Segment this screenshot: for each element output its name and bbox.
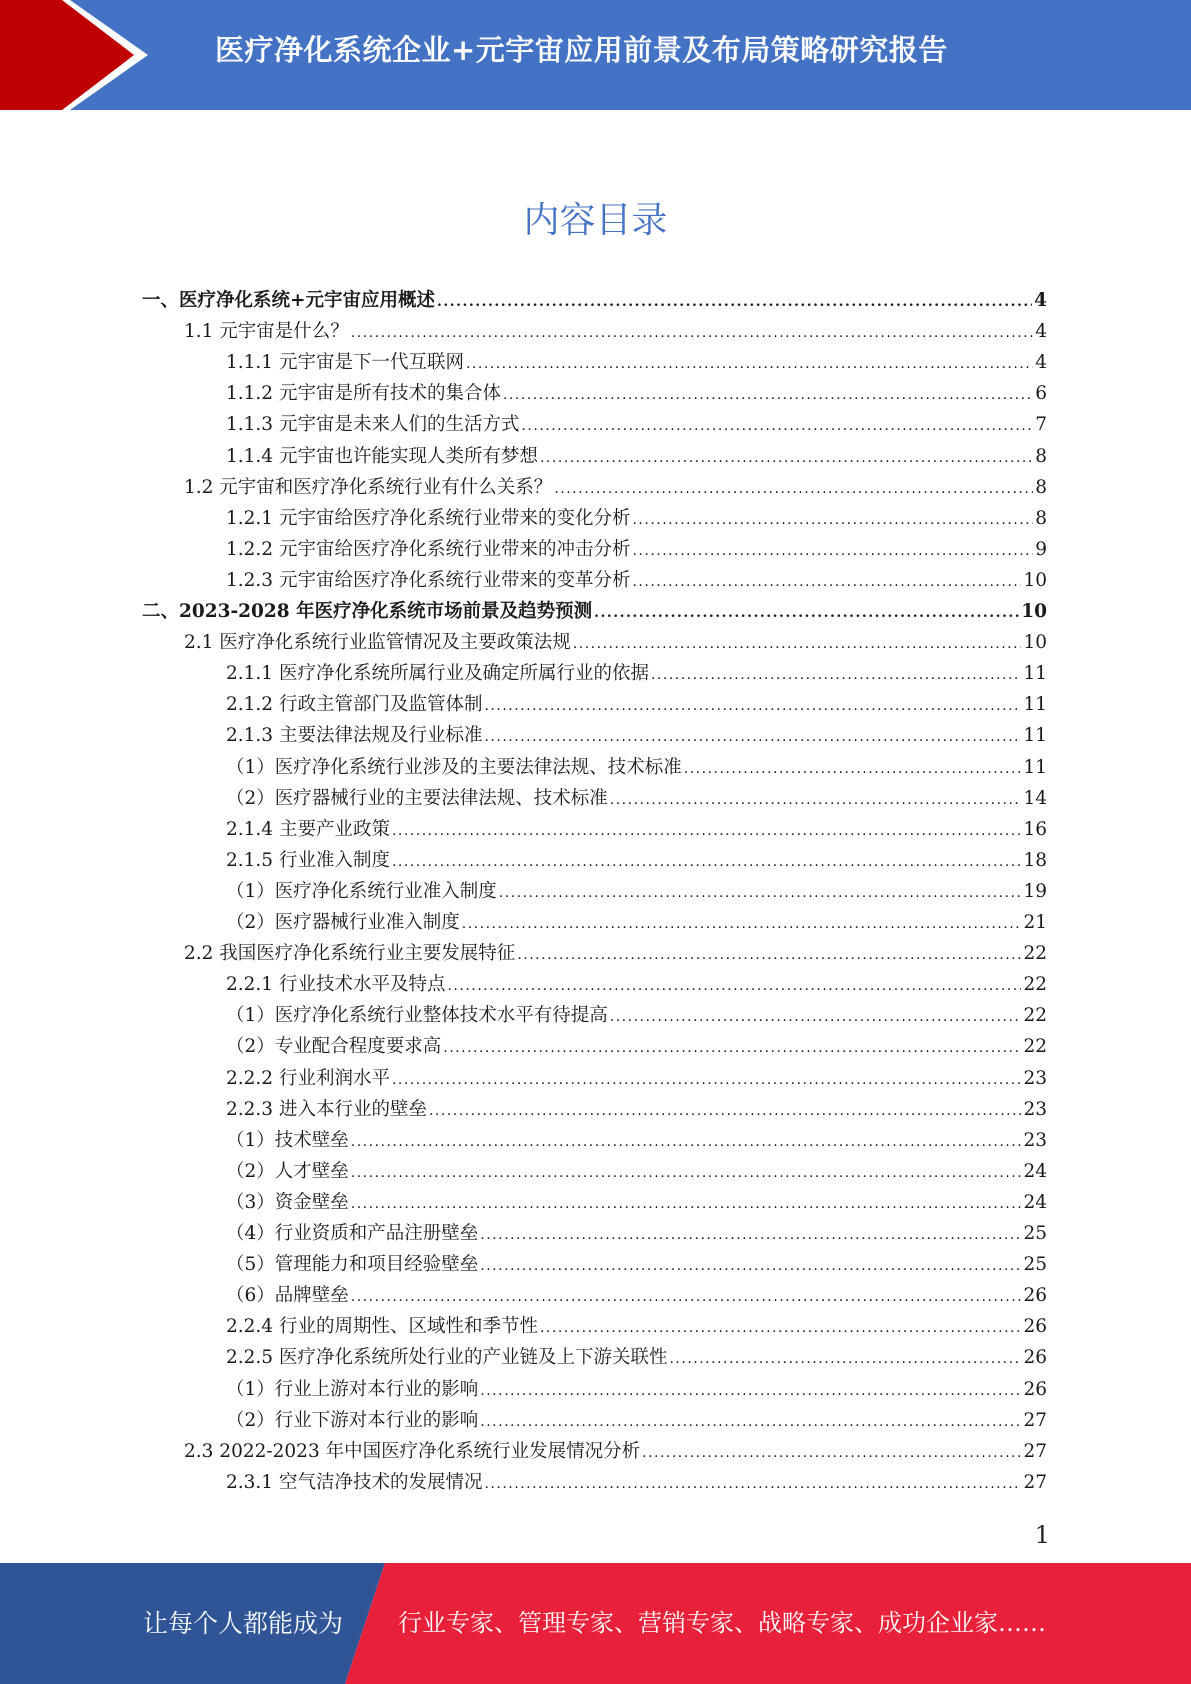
toc-entry-page: 23 — [1023, 1098, 1047, 1120]
toc-entry-page: 26 — [1023, 1316, 1047, 1338]
toc-heading: 内容目录 — [523, 200, 668, 241]
toc-entry[interactable] — [226, 1063, 1047, 1094]
toc-entry-page: 11 — [1023, 725, 1047, 747]
toc-entry-page: 21 — [1023, 912, 1047, 933]
toc-entry-label: （1）医疗净化系统行业涉及的主要法律法规、技术标准 — [226, 756, 682, 778]
toc-entry-page: 23 — [1023, 1067, 1047, 1089]
toc-entry[interactable] — [226, 1187, 1047, 1218]
toc-entry[interactable] — [226, 814, 1047, 845]
toc-entry[interactable] — [184, 472, 1047, 503]
toc-dot-leader — [351, 318, 1033, 349]
toc-entry-label: 1.2 元宇宙和医疗净化系统行业有什么关系？ — [184, 476, 553, 498]
toc-entry-page: 4 — [1035, 352, 1047, 374]
toc-entry[interactable] — [226, 378, 1047, 409]
toc-dot-leader — [480, 1251, 1021, 1282]
toc-dot-leader — [392, 847, 1021, 878]
toc-dot-leader — [651, 660, 1021, 691]
toc-entry-page: 7 — [1035, 414, 1047, 436]
toc-dot-leader — [462, 909, 1022, 940]
toc-entry-label: 一、医疗净化系统+元宇宙应用概述 — [142, 290, 436, 311]
toc-dot-leader — [554, 474, 1033, 505]
toc-dot-leader — [437, 287, 1032, 318]
toc-entry[interactable] — [226, 1031, 1047, 1062]
header-banner — [0, 0, 1191, 110]
footer-banner — [0, 1563, 1191, 1684]
toc-dot-leader — [480, 1220, 1021, 1251]
toc-entry[interactable] — [226, 658, 1047, 689]
toc-dot-leader — [540, 443, 1033, 474]
toc-entry[interactable] — [226, 969, 1047, 1000]
footer-slogan-left: 让每个人都能成为 — [143, 1609, 344, 1638]
toc-entry-label: 2.2 我国医疗净化系统行业主要发展特征 — [184, 943, 516, 965]
toc-entry-page: 9 — [1035, 538, 1047, 560]
toc-entry[interactable] — [226, 1311, 1047, 1342]
toc-entry-label: 2.1.5 行业准入制度 — [226, 849, 390, 871]
toc-entry-label: （1）技术壁垒 — [226, 1129, 349, 1151]
toc-dot-leader — [351, 1189, 1022, 1220]
toc-entry-label: （1）医疗净化系统行业准入制度 — [226, 880, 497, 902]
toc-dot-leader — [517, 940, 1021, 971]
toc-entry[interactable] — [142, 285, 1047, 316]
toc-dot-leader — [669, 1344, 1021, 1375]
toc-entry-page: 11 — [1023, 663, 1047, 685]
toc-entry-label: 2.2.1 行业技术水平及特点 — [226, 974, 446, 996]
toc-entry[interactable] — [226, 1125, 1047, 1156]
toc-dot-leader — [499, 878, 1022, 909]
toc-entry-label: 2.2.4 行业的周期性、区域性和季节性 — [226, 1316, 538, 1338]
toc-entry[interactable] — [226, 565, 1047, 596]
toc-entry-label: 1.1.1 元宇宙是下一代互联网 — [226, 352, 464, 374]
toc-entry[interactable] — [226, 1218, 1047, 1249]
toc-entry[interactable] — [184, 316, 1047, 347]
toc-entry-page: 23 — [1023, 1129, 1047, 1151]
toc-entry[interactable] — [226, 752, 1047, 783]
toc-entry-page: 14 — [1023, 787, 1047, 809]
toc-entry-label: （1）行业上游对本行业的影响 — [226, 1378, 479, 1400]
toc-entry-label: 1.2.1 元宇宙给医疗净化系统行业带来的变化分析 — [226, 507, 631, 529]
toc-dot-leader — [466, 349, 1033, 380]
toc-entry[interactable] — [226, 1405, 1047, 1436]
toc-entry-label: 1.2.2 元宇宙给医疗净化系统行业带来的冲击分析 — [226, 538, 631, 560]
toc-dot-leader — [521, 411, 1033, 442]
toc-dot-leader — [632, 505, 1033, 536]
toc-entry-label: 1.2.3 元宇宙给医疗净化系统行业带来的变革分析 — [226, 569, 631, 591]
toc-entry[interactable] — [184, 627, 1047, 658]
toc-entry-page: 26 — [1023, 1285, 1047, 1307]
toc-entry[interactable] — [226, 409, 1047, 440]
toc-entry[interactable] — [226, 1467, 1047, 1498]
toc-entry-label: 2.3 2022-2023 年中国医疗净化系统行业发展情况分析 — [184, 1440, 641, 1462]
toc-entry-label: 2.1 医疗净化系统行业监管情况及主要政策法规 — [184, 632, 571, 654]
toc-dot-leader — [632, 567, 1021, 598]
toc-dot-leader — [484, 691, 1021, 722]
toc-entry[interactable] — [226, 689, 1047, 720]
toc-dot-leader — [503, 380, 1033, 411]
toc-entry[interactable] — [226, 1374, 1047, 1405]
toc-entry-label: （2）人才壁垒 — [226, 1160, 349, 1182]
toc-entry[interactable] — [226, 441, 1047, 472]
toc-dot-leader — [610, 1002, 1022, 1033]
toc-entry-label: 2.1.4 主要产业政策 — [226, 818, 390, 840]
toc-entry-label: 2.2.3 进入本行业的壁垒 — [226, 1098, 427, 1120]
toc-entry-label: （2）行业下游对本行业的影响 — [226, 1409, 479, 1431]
toc-entry-page: 8 — [1035, 476, 1047, 498]
toc-entry-page: 8 — [1035, 507, 1047, 529]
toc-dot-leader — [351, 1282, 1022, 1313]
toc-entry-label: 2.1.2 行政主管部门及监管体制 — [226, 694, 483, 716]
toc-entry-label: （4）行业资质和产品注册壁垒 — [226, 1223, 479, 1244]
toc-dot-leader — [642, 1438, 1021, 1469]
toc-entry-page: 6 — [1035, 383, 1047, 405]
toc-entry[interactable] — [226, 1156, 1047, 1187]
toc-entry-page: 8 — [1035, 445, 1047, 467]
toc-entry-label: （1）医疗净化系统行业整体技术水平有待提高 — [226, 1005, 608, 1027]
toc-entry-page: 27 — [1023, 1471, 1047, 1493]
toc-dot-leader — [610, 785, 1022, 816]
toc-entry-page: 25 — [1023, 1254, 1047, 1276]
toc-entry-page: 4 — [1035, 321, 1047, 343]
toc-dot-leader — [632, 536, 1033, 567]
toc-entry-label: （2）医疗器械行业的主要法律法规、技术标准 — [226, 787, 608, 809]
toc-entry[interactable] — [226, 1094, 1047, 1125]
page-number: 1 — [1034, 1521, 1050, 1549]
toc-dot-leader — [480, 1407, 1021, 1438]
toc-entry-label: （6）品牌壁垒 — [226, 1285, 349, 1307]
toc-dot-leader — [540, 1313, 1021, 1344]
toc-entry[interactable] — [226, 1249, 1047, 1280]
toc-entry-page: 22 — [1023, 1005, 1047, 1027]
toc-dot-leader — [443, 1033, 1021, 1064]
toc-entry[interactable] — [226, 1000, 1047, 1031]
toc-entry-page: 26 — [1023, 1378, 1047, 1400]
toc-entry-label: 1.1.3 元宇宙是未来人们的生活方式 — [226, 414, 520, 436]
toc-entry-label: 2.2.5 医疗净化系统所处行业的产业链及上下游关联性 — [226, 1347, 668, 1369]
toc-entry-page: 11 — [1023, 756, 1047, 778]
toc-entry[interactable] — [226, 876, 1047, 907]
toc-dot-leader — [351, 1127, 1022, 1158]
toc-entry-label: 1.1.2 元宇宙是所有技术的集合体 — [226, 383, 501, 405]
toc-dot-leader — [573, 629, 1022, 660]
toc-entry-label: 2.2.2 行业利润水平 — [226, 1067, 390, 1089]
toc-entry-label: 2.1.1 医疗净化系统所属行业及确定所属行业的依据 — [226, 663, 649, 685]
footer-slogan-right: 行业专家、管理专家、营销专家、战略专家、成功企业家…… — [398, 1609, 1046, 1637]
toc-entry[interactable] — [226, 845, 1047, 876]
toc-entry-page: 10 — [1023, 569, 1047, 591]
toc-entry-label: 1.1.4 元宇宙也许能实现人类所有梦想 — [226, 445, 538, 467]
toc-entry[interactable] — [226, 720, 1047, 751]
toc-entry[interactable] — [226, 347, 1047, 378]
toc-entry[interactable] — [226, 534, 1047, 565]
toc-entry[interactable] — [226, 1280, 1047, 1311]
report-title: 医疗净化系统企业+元宇宙应用前景及布局策略研究报告 — [215, 33, 948, 67]
toc-entry-page: 10 — [1023, 632, 1047, 654]
toc-entry-page: 24 — [1023, 1191, 1047, 1213]
toc-dot-leader — [484, 722, 1021, 753]
toc-entry[interactable] — [142, 596, 1047, 627]
toc-entry[interactable] — [226, 503, 1047, 534]
toc-dot-leader — [392, 1065, 1021, 1096]
toc-entry-page: 24 — [1023, 1160, 1047, 1182]
toc-entry-page: 11 — [1023, 694, 1047, 716]
toc-entry-page: 4 — [1034, 290, 1047, 311]
toc-dot-leader — [484, 1469, 1021, 1500]
toc-entry-page: 25 — [1023, 1223, 1047, 1244]
toc-entry-page: 22 — [1023, 1036, 1047, 1058]
toc-entry-label: 1.1 元宇宙是什么？ — [184, 321, 349, 343]
toc-entry-label: 2.3.1 空气洁净技术的发展情况 — [226, 1471, 483, 1493]
toc-dot-leader — [594, 598, 1019, 629]
toc-entry-label: （3）资金壁垒 — [226, 1191, 349, 1213]
toc-entry[interactable] — [184, 1436, 1047, 1467]
toc-entry-page: 22 — [1023, 974, 1047, 996]
toc-entry[interactable] — [184, 938, 1047, 969]
toc-entry-page: 27 — [1023, 1440, 1047, 1462]
toc-entry-label: 2.1.3 主要法律法规及行业标准 — [226, 725, 483, 747]
toc-entry-page: 10 — [1021, 601, 1047, 622]
toc-entry-page: 26 — [1023, 1347, 1047, 1369]
toc-dot-leader — [429, 1096, 1021, 1127]
toc-entry[interactable] — [226, 1342, 1047, 1373]
toc-dot-leader — [480, 1376, 1021, 1407]
toc-entry-label: 二、2023-2028 年医疗净化系统市场前景及趋势预测 — [142, 601, 593, 622]
toc-dot-leader — [684, 754, 1022, 785]
toc-dot-leader — [392, 816, 1021, 847]
toc-entry-label: （2）医疗器械行业准入制度 — [226, 912, 460, 933]
toc-dot-leader — [351, 1158, 1022, 1189]
toc-entry[interactable] — [226, 907, 1047, 938]
toc-entry-page: 22 — [1023, 943, 1047, 965]
toc-entry-page: 27 — [1023, 1409, 1047, 1431]
toc-entry[interactable] — [226, 783, 1047, 814]
toc-entry-page: 19 — [1023, 880, 1047, 902]
toc-entry-page: 16 — [1023, 818, 1047, 840]
toc-dot-leader — [447, 971, 1021, 1002]
toc-entry-label: （5）管理能力和项目经验壁垒 — [226, 1254, 479, 1276]
toc-entry-label: （2）专业配合程度要求高 — [226, 1036, 442, 1058]
toc-entry-page: 18 — [1023, 849, 1047, 871]
